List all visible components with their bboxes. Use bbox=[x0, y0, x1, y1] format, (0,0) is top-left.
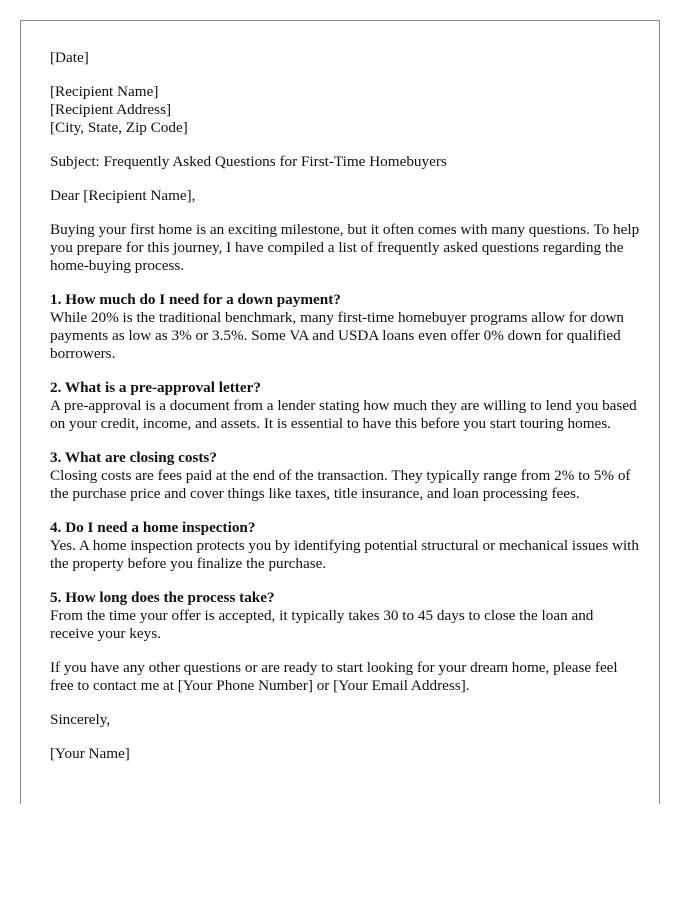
faq-item bbox=[50, 449, 640, 503]
recipient-block bbox=[50, 83, 640, 137]
letter-subject: Subject: Frequently Asked Questions for First-Time Homebuyers bbox=[50, 153, 447, 170]
faq-question: 5. How long does the process take? bbox=[50, 589, 275, 606]
faq-item bbox=[50, 519, 640, 573]
faq-answer: While 20% is the traditional benchmark, many first-time homebuyer programs allow for down payments as low as 3% or 3.5%. Some VA and USDA loans even offer 0% down for qualified borrowers. bbox=[50, 309, 625, 362]
closing-paragraph: If you have any other questions or are ready to start looking for your dream home, please feel free to contact me at [Your Phone Number] or [Your Email Address]. bbox=[50, 659, 618, 694]
faq-answer: A pre-approval is a document from a lender stating how much they are willing to lend you based on your credit, income, and assets. It is essential to have this before you start touring homes. bbox=[50, 397, 637, 432]
signature-name: [Your Name] bbox=[50, 745, 130, 762]
faq-question: 1. How much do I need for a down payment? bbox=[50, 291, 341, 308]
letter-salutation: Dear [Recipient Name], bbox=[50, 187, 196, 204]
faq-answer: From the time your offer is accepted, it typically takes 30 to 45 days to close the loan and receive your keys. bbox=[50, 607, 594, 642]
recipient-address: [Recipient Address] bbox=[50, 101, 172, 118]
faq-question: 3. What are closing costs? bbox=[50, 449, 217, 466]
faq-item bbox=[50, 379, 640, 433]
recipient-name: [Recipient Name] bbox=[50, 83, 159, 100]
faq-item bbox=[50, 589, 640, 643]
faq-question: 4. Do I need a home inspection? bbox=[50, 519, 256, 536]
letter-body bbox=[50, 49, 640, 763]
faq-item bbox=[50, 291, 640, 363]
faq-answer: Yes. A home inspection protects you by identifying potential structural or mechanical issues with the property before you finalize the purchase. bbox=[50, 537, 639, 572]
sign-off: Sincerely, bbox=[50, 711, 111, 728]
letter-date: [Date] bbox=[50, 49, 89, 66]
faq-answer: Closing costs are fees paid at the end of the transaction. They typically range from 2% to 5% of the purchase price and cover things like taxes, title insurance, and loan processing fees. bbox=[50, 467, 631, 502]
faq-question: 2. What is a pre-approval letter? bbox=[50, 379, 261, 396]
letter-intro: Buying your first home is an exciting milestone, but it often comes with many questions. To help you prepare for this journey, I have compiled a list of frequently asked questions regarding the home-buying process. bbox=[50, 221, 640, 274]
letter-page bbox=[20, 20, 660, 804]
recipient-city-state-zip: [City, State, Zip Code] bbox=[50, 119, 188, 136]
